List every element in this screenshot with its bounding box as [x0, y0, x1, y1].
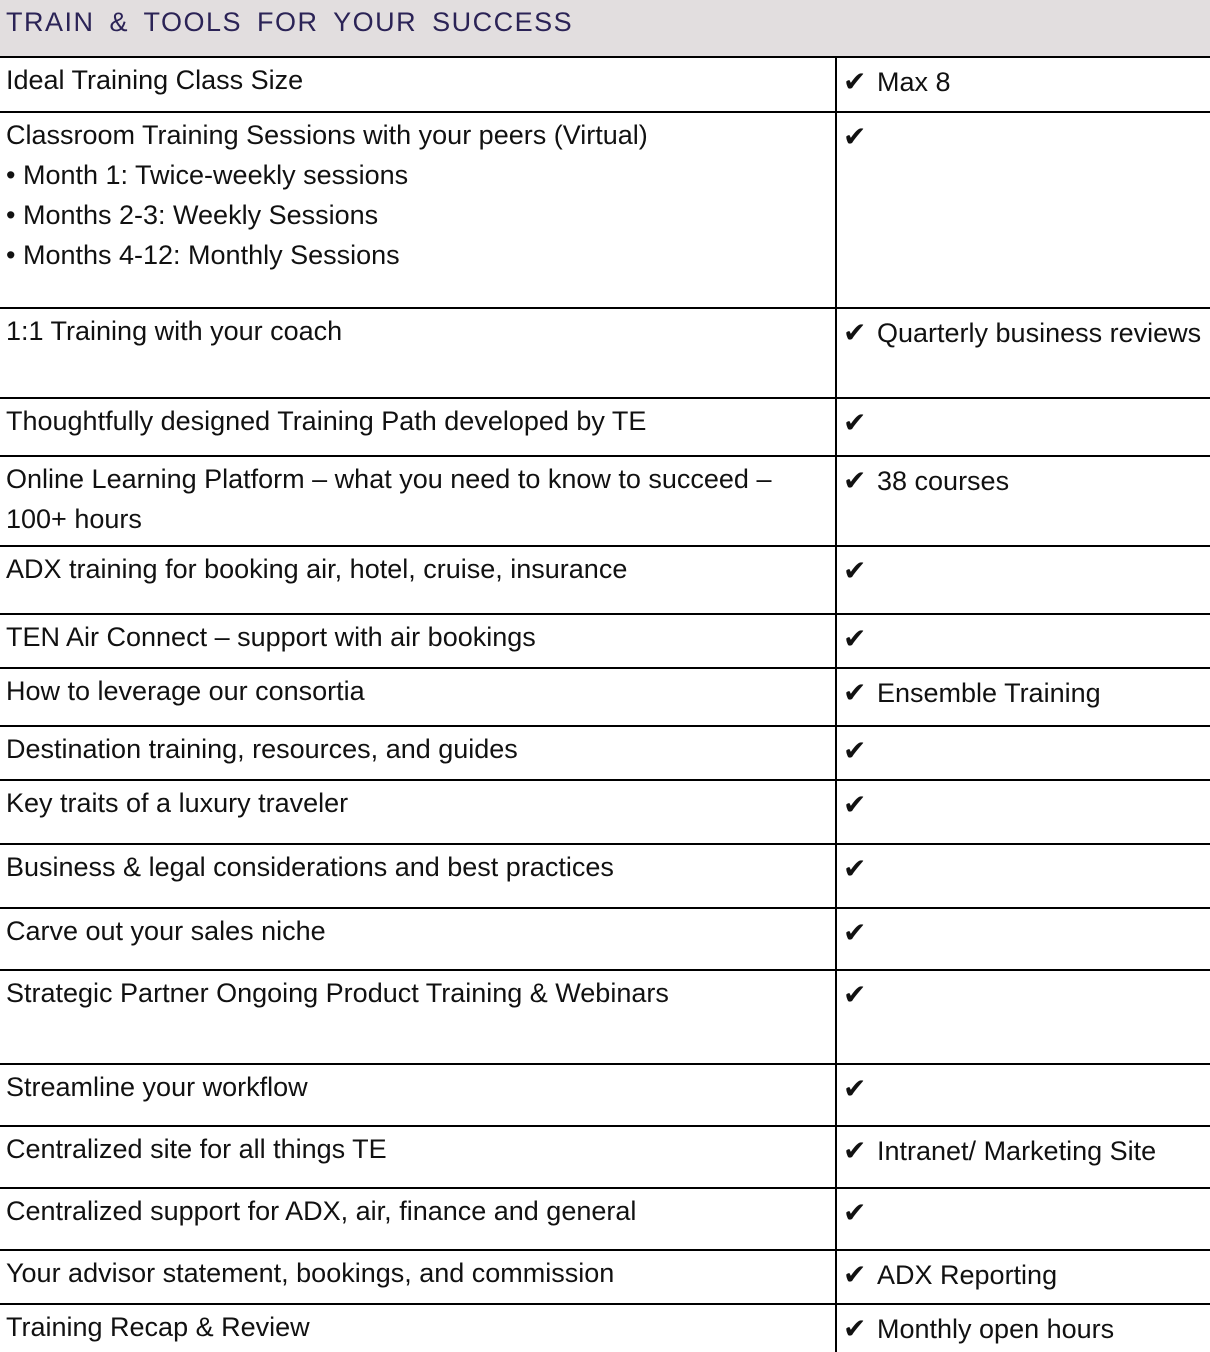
feature-cell: [0, 456, 836, 546]
check-icon: ✔: [843, 66, 867, 97]
feature-cell: [0, 970, 836, 1064]
table-row: [0, 1188, 1210, 1250]
table-row: [0, 1304, 1210, 1352]
value-cell: [836, 1064, 1210, 1126]
feature-cell: [0, 726, 836, 780]
check-icon: ✔: [843, 1259, 867, 1290]
feature-cell: [0, 668, 836, 726]
session-list: [6, 155, 831, 275]
table-row: [0, 726, 1210, 780]
check-icon: ✔: [843, 677, 867, 708]
check-icon: ✔: [843, 789, 867, 820]
check-icon: ✔: [843, 1073, 867, 1104]
feature-label: How to leverage our consortia: [6, 676, 365, 706]
table-row: [0, 546, 1210, 614]
value-cell: [836, 908, 1210, 970]
feature-label: Centralized support for ADX, air, finance and general: [6, 1196, 637, 1226]
feature-label: ADX training for booking air, hotel, cruise, insurance: [6, 554, 628, 584]
value-label: Monthly open hours: [877, 1314, 1115, 1344]
table-row: [0, 908, 1210, 970]
list-item: • Month 1: Twice-weekly sessions: [6, 155, 831, 195]
feature-label: Key traits of a luxury traveler: [6, 788, 349, 818]
table-row: [0, 1064, 1210, 1126]
value-cell: [836, 844, 1210, 908]
value-cell: [836, 1250, 1210, 1304]
table-row: [0, 1126, 1210, 1188]
feature-cell: [0, 112, 836, 308]
feature-label: Online Learning Platform – what you need to know to succeed – 100+ hours: [6, 464, 772, 534]
feature-cell: [0, 908, 836, 970]
value-cell: [836, 546, 1210, 614]
value-cell: [836, 970, 1210, 1064]
check-icon: ✔: [843, 735, 867, 766]
feature-label: Business & legal considerations and best practices: [6, 852, 614, 882]
feature-cell: [0, 58, 836, 112]
check-icon: ✔: [843, 317, 867, 348]
value-cell: [836, 1304, 1210, 1352]
value-label: Quarterly business reviews: [877, 318, 1202, 348]
table-row: [0, 844, 1210, 908]
check-icon: ✔: [843, 979, 867, 1010]
feature-label: TEN Air Connect – support with air bookings: [6, 622, 536, 652]
feature-label: Ideal Training Class Size: [6, 65, 304, 95]
value-cell: [836, 668, 1210, 726]
feature-label: Thoughtfully designed Training Path developed by TE: [6, 406, 647, 436]
table-row: [0, 398, 1210, 456]
value-label: 38 courses: [877, 466, 1010, 496]
feature-label: Strategic Partner Ongoing Product Training & Webinars: [6, 978, 669, 1008]
section-header: [0, 0, 1210, 58]
value-cell: [836, 614, 1210, 668]
check-icon: ✔: [843, 1313, 867, 1344]
feature-cell: [0, 844, 836, 908]
feature-label: Training Recap & Review: [6, 1312, 310, 1342]
value-cell: [836, 398, 1210, 456]
check-icon: ✔: [843, 465, 867, 496]
check-icon: ✔: [843, 121, 867, 152]
feature-cell: [0, 1064, 836, 1126]
feature-cell: [0, 1250, 836, 1304]
value-label: Ensemble Training: [877, 678, 1101, 708]
check-icon: ✔: [843, 917, 867, 948]
table-row: [0, 58, 1210, 112]
table-row: [0, 1250, 1210, 1304]
check-icon: ✔: [843, 407, 867, 438]
value-cell: [836, 456, 1210, 546]
feature-cell: [0, 398, 836, 456]
value-label: Intranet/ Marketing Site: [877, 1136, 1157, 1166]
feature-cell: [0, 780, 836, 844]
feature-cell: [0, 546, 836, 614]
check-icon: ✔: [843, 1135, 867, 1166]
feature-label: Streamline your workflow: [6, 1072, 308, 1102]
table-row: [0, 780, 1210, 844]
feature-cell: [0, 1304, 836, 1352]
check-icon: ✔: [843, 853, 867, 884]
feature-label: Centralized site for all things TE: [6, 1134, 387, 1164]
table-row: [0, 112, 1210, 308]
features-table: [0, 58, 1210, 1352]
value-cell: [836, 58, 1210, 112]
feature-label: Destination training, resources, and guides: [6, 734, 518, 764]
feature-label: 1:1 Training with your coach: [6, 316, 343, 346]
value-cell: [836, 112, 1210, 308]
list-item: • Months 2-3: Weekly Sessions: [6, 195, 831, 235]
value-cell: [836, 1126, 1210, 1188]
feature-cell: [0, 1126, 836, 1188]
section-title: TRAIN & TOOLS FOR YOUR SUCCESS: [6, 7, 574, 37]
value-cell: [836, 726, 1210, 780]
check-icon: ✔: [843, 1197, 867, 1228]
table-row: [0, 970, 1210, 1064]
feature-cell: [0, 614, 836, 668]
feature-label: Carve out your sales niche: [6, 916, 326, 946]
table-row: [0, 614, 1210, 668]
value-cell: [836, 780, 1210, 844]
table-row: [0, 456, 1210, 546]
feature-label: Classroom Training Sessions with your peers (Virtual): [6, 120, 648, 150]
value-label: ADX Reporting: [877, 1260, 1058, 1290]
check-icon: ✔: [843, 555, 867, 586]
feature-cell: [0, 308, 836, 398]
feature-cell: [0, 1188, 836, 1250]
value-cell: [836, 1188, 1210, 1250]
list-item: • Months 4-12: Monthly Sessions: [6, 235, 831, 275]
table-row: [0, 308, 1210, 398]
value-label: Max 8: [877, 67, 951, 97]
check-icon: ✔: [843, 623, 867, 654]
value-cell: [836, 308, 1210, 398]
feature-label: Your advisor statement, bookings, and commission: [6, 1258, 615, 1288]
table-row: [0, 668, 1210, 726]
